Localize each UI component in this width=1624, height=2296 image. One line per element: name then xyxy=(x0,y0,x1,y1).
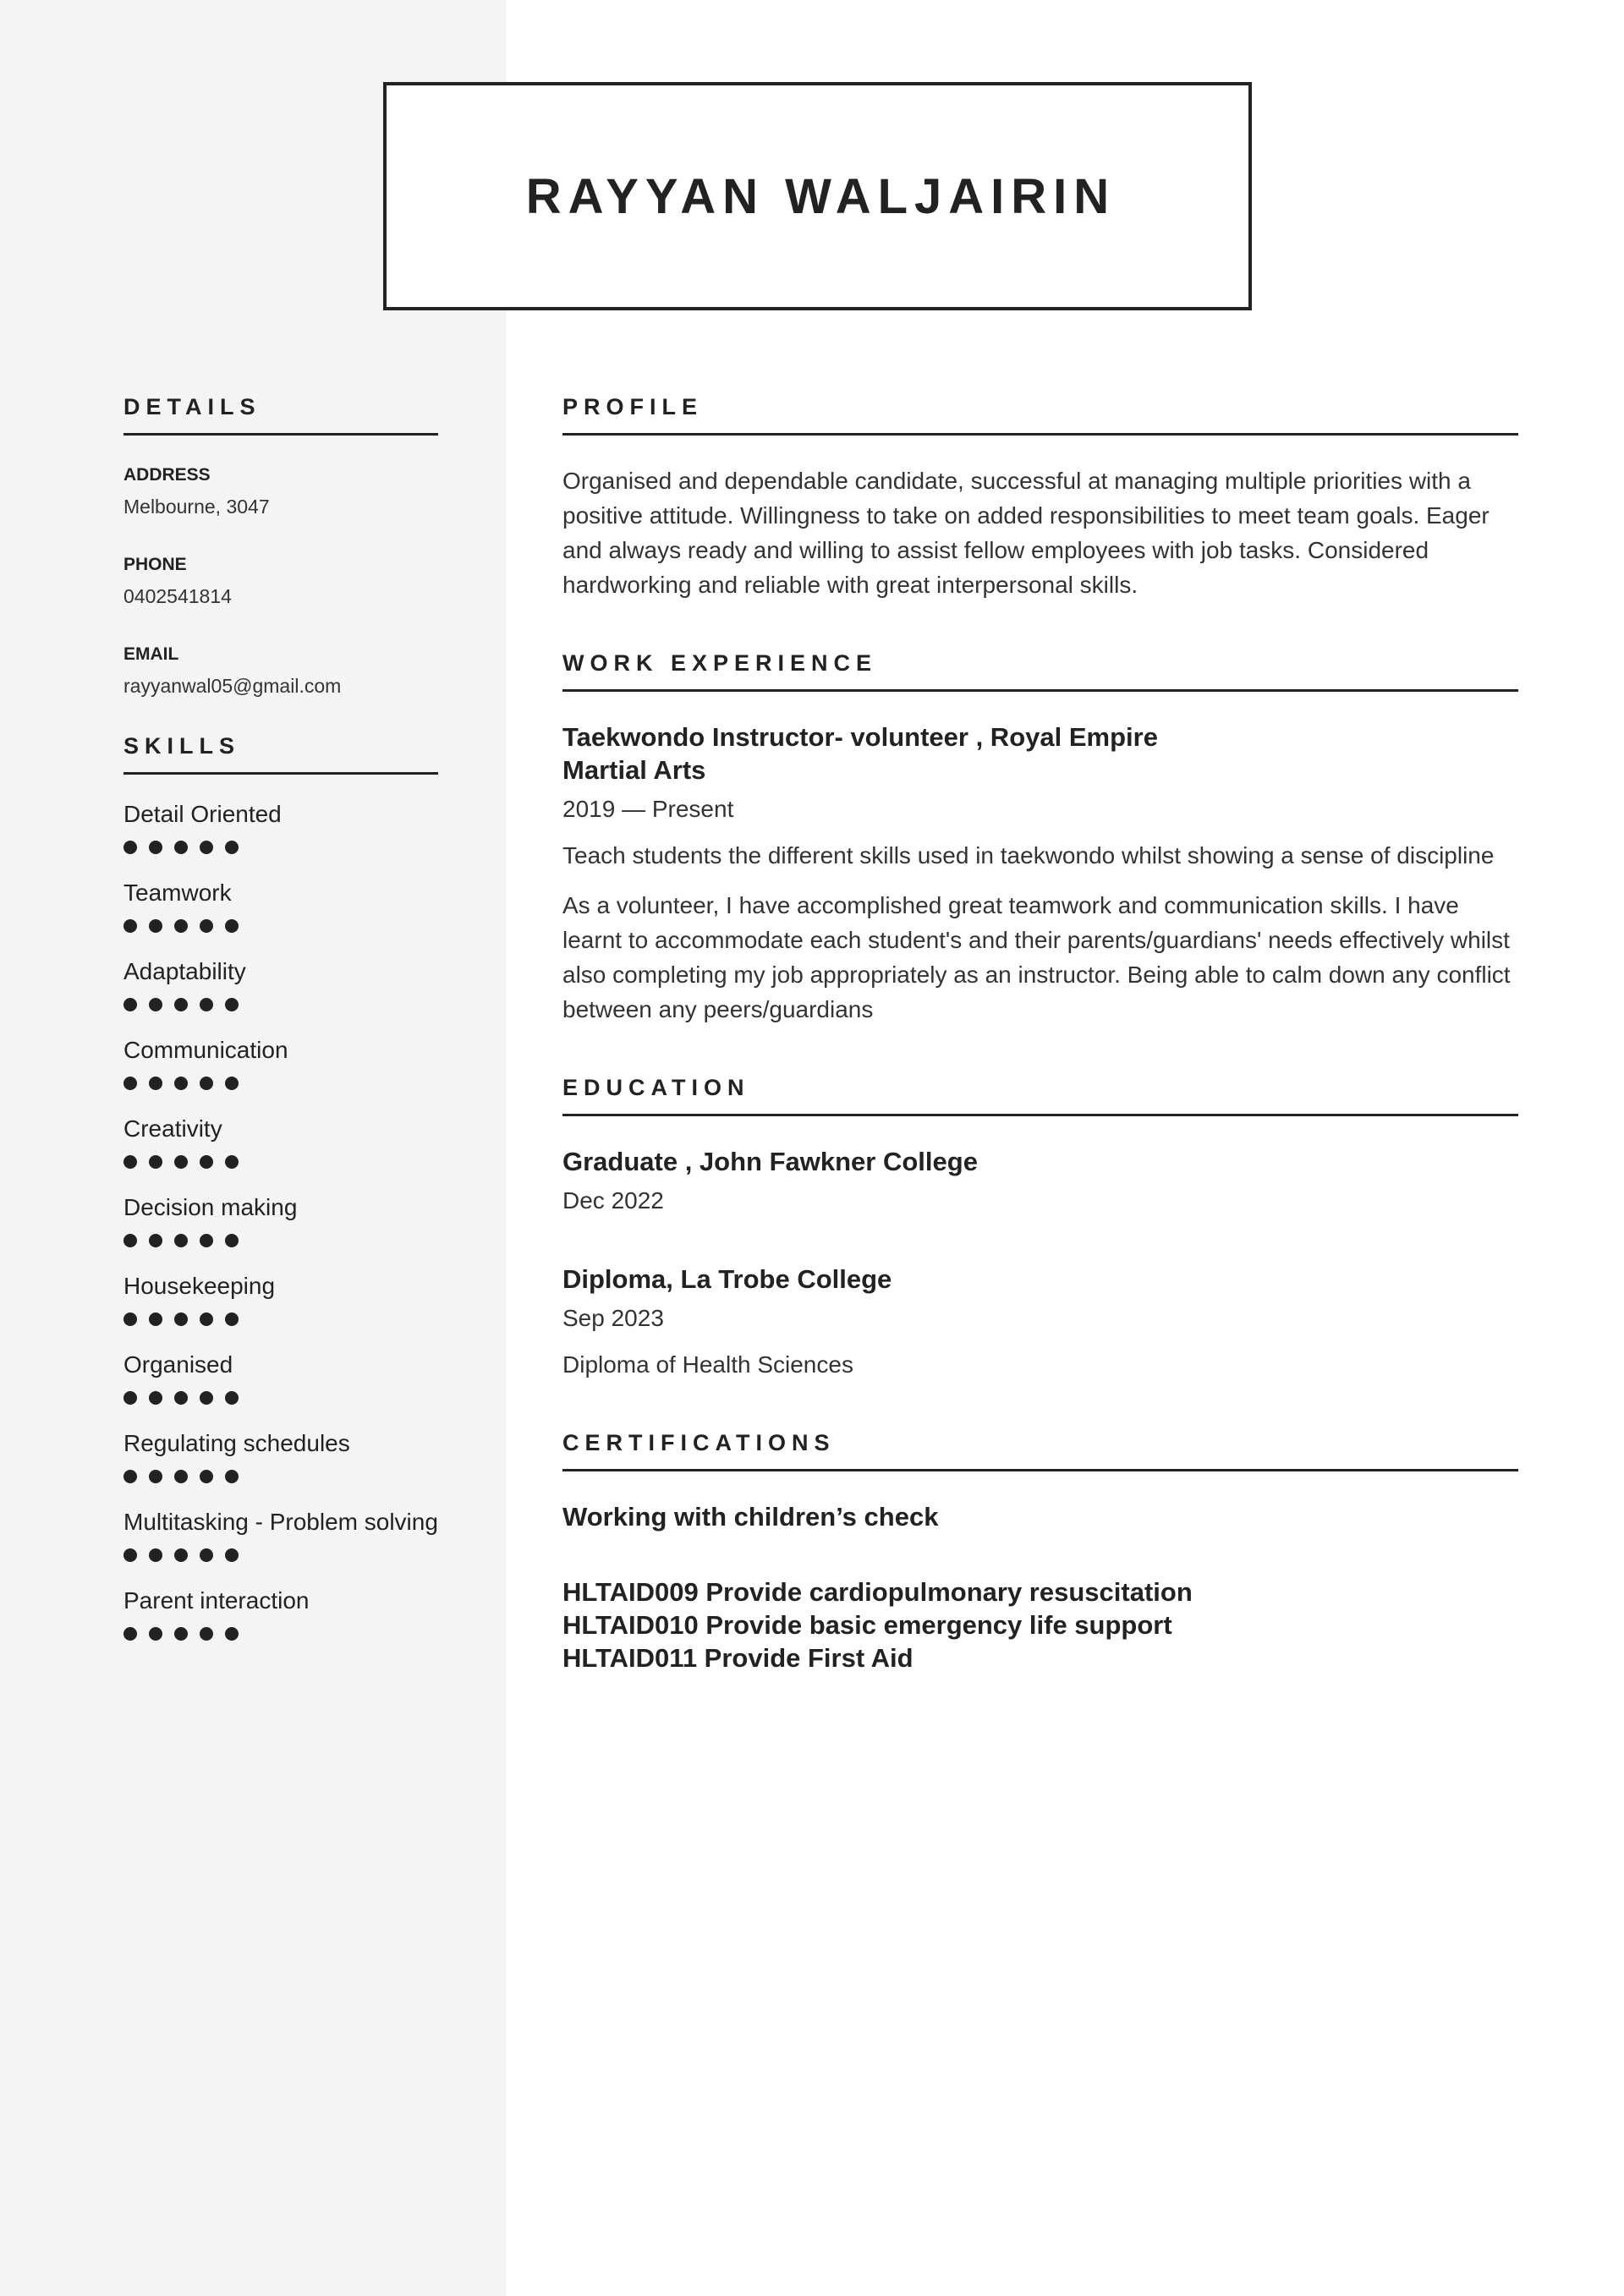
left-column xyxy=(123,394,438,1665)
skill-level-dots xyxy=(123,1312,438,1326)
skill-level-dot xyxy=(174,1548,188,1562)
skill-level-dot xyxy=(225,1391,239,1405)
detail-value: rayyanwal05@gmail.com xyxy=(123,675,342,697)
certification-item: HLTAID010 Provide basic emergency life support xyxy=(562,1610,1172,1640)
skill-level-dots xyxy=(123,1470,438,1483)
skill-item xyxy=(123,1193,438,1247)
job-entry xyxy=(562,721,1518,1027)
skill-level-dot xyxy=(225,1077,239,1090)
skill-level-dots xyxy=(123,1548,438,1562)
skill-name: Housekeeping xyxy=(123,1273,276,1299)
skill-item xyxy=(123,1115,438,1169)
skill-level-dot xyxy=(149,1155,162,1169)
skill-level-dot xyxy=(225,841,239,854)
skill-level-dot xyxy=(225,1627,239,1641)
skill-item xyxy=(123,1508,438,1562)
skill-level-dot xyxy=(149,1234,162,1247)
job-dates: 2019 — Present xyxy=(562,796,734,822)
skill-level-dot xyxy=(123,841,137,854)
profile-heading: PROFILE xyxy=(562,394,1518,436)
skill-level-dots xyxy=(123,1627,438,1641)
skill-level-dot xyxy=(174,1234,188,1247)
skill-level-dot xyxy=(123,1234,137,1247)
certification-item: HLTAID011 Provide First Aid xyxy=(562,1643,914,1673)
skill-level-dot xyxy=(123,998,137,1011)
skill-level-dot xyxy=(225,1548,239,1562)
skill-level-dot xyxy=(149,1470,162,1483)
skill-level-dot xyxy=(123,1548,137,1562)
skill-level-dot xyxy=(123,1312,137,1326)
profile-section xyxy=(562,394,1518,602)
skill-name: Multitasking - Problem solving xyxy=(123,1509,438,1535)
candidate-name: RAYYAN WALJAIRIN xyxy=(525,168,1116,224)
skill-name: Organised xyxy=(123,1351,233,1378)
skill-level-dot xyxy=(200,841,213,854)
skill-level-dot xyxy=(149,1548,162,1562)
skills-section xyxy=(123,733,438,1641)
detail-email xyxy=(123,644,438,699)
job-title: Taekwondo Instructor- volunteer , Royal Empire Martial Arts xyxy=(562,722,1158,785)
skill-level-dot xyxy=(123,919,137,933)
skill-level-dot xyxy=(225,1470,239,1483)
skill-level-dot xyxy=(225,919,239,933)
skill-level-dot xyxy=(123,1470,137,1483)
work-experience-section xyxy=(562,650,1518,1027)
skill-level-dot xyxy=(174,919,188,933)
detail-value: Melbourne, 3047 xyxy=(123,496,270,518)
skill-level-dot xyxy=(200,1627,213,1641)
education-date: Sep 2023 xyxy=(562,1305,664,1331)
skill-name: Decision making xyxy=(123,1194,298,1220)
skill-name: Detail Oriented xyxy=(123,801,282,827)
skill-level-dots xyxy=(123,998,438,1011)
skill-level-dot xyxy=(200,1548,213,1562)
skill-name: Parent interaction xyxy=(123,1587,310,1614)
skill-item xyxy=(123,1351,438,1405)
skill-level-dots xyxy=(123,1155,438,1169)
education-date: Dec 2022 xyxy=(562,1187,664,1214)
certifications-section xyxy=(562,1430,1518,1674)
details-heading: DETAILS xyxy=(123,394,438,436)
skill-item xyxy=(123,879,438,933)
skill-level-dot xyxy=(200,1234,213,1247)
skill-level-dots xyxy=(123,919,438,933)
skill-level-dot xyxy=(174,1470,188,1483)
skill-level-dot xyxy=(174,1391,188,1405)
skill-level-dot xyxy=(123,1155,137,1169)
skill-level-dots xyxy=(123,841,438,854)
skill-level-dot xyxy=(225,1234,239,1247)
skill-item xyxy=(123,1429,438,1483)
education-title: Graduate , John Fawkner College xyxy=(562,1147,978,1176)
skill-name: Regulating schedules xyxy=(123,1430,350,1456)
skill-name: Communication xyxy=(123,1037,288,1063)
detail-phone xyxy=(123,554,438,609)
education-entry xyxy=(562,1145,1518,1215)
work-experience-heading: WORK EXPERIENCE xyxy=(562,650,1518,692)
skill-level-dots xyxy=(123,1077,438,1090)
skill-level-dot xyxy=(149,1312,162,1326)
skill-level-dot xyxy=(200,1077,213,1090)
profile-text: Organised and dependable candidate, successful at managing multiple priorities with a positive attitude. Willingness to take on added responsibilities to meet team goals. Eager and always ready and willing to assist fellow employees with job tasks. Considered hardworking and reliable with great interpersonal skills. xyxy=(562,468,1490,598)
certification-item: HLTAID009 Provide cardiopulmonary resuscitation xyxy=(562,1577,1193,1607)
skill-level-dot xyxy=(149,1391,162,1405)
certification-item: Working with children’s check xyxy=(562,1502,939,1532)
skill-level-dot xyxy=(174,1077,188,1090)
skill-level-dot xyxy=(123,1077,137,1090)
skill-level-dot xyxy=(174,998,188,1011)
skill-level-dot xyxy=(149,841,162,854)
certifications-heading: CERTIFICATIONS xyxy=(562,1430,1518,1471)
job-description: Teach students the different skills used in taekwondo whilst showing a sense of discipline xyxy=(562,842,1495,869)
education-title: Diploma, La Trobe College xyxy=(562,1264,892,1294)
skill-level-dot xyxy=(174,841,188,854)
skill-name: Adaptability xyxy=(123,958,246,984)
skill-level-dot xyxy=(200,1470,213,1483)
details-list xyxy=(123,464,438,699)
skill-item xyxy=(123,800,438,854)
skill-level-dot xyxy=(123,1627,137,1641)
skills-list xyxy=(123,800,438,1641)
skill-level-dot xyxy=(200,1391,213,1405)
education-heading: EDUCATION xyxy=(562,1075,1518,1116)
skill-item xyxy=(123,1272,438,1326)
skill-name: Teamwork xyxy=(123,879,232,906)
job-description: As a volunteer, I have accomplished great teamwork and communication skills. I have learnt to accommodate each student's and their parents/guardians' needs effectively whilst also completing my job appropriately as an instructor. Being able to calm down any conflict between any peers/guardians xyxy=(562,892,1511,1022)
right-column xyxy=(562,394,1518,1723)
certifications-list xyxy=(562,1500,1518,1674)
skill-item xyxy=(123,957,438,1011)
skill-level-dot xyxy=(200,1155,213,1169)
skill-item xyxy=(123,1586,438,1641)
education-section xyxy=(562,1075,1518,1382)
skills-heading: SKILLS xyxy=(123,733,438,775)
skill-level-dot xyxy=(225,1155,239,1169)
skill-level-dot xyxy=(149,919,162,933)
skill-level-dot xyxy=(174,1155,188,1169)
skill-name: Creativity xyxy=(123,1115,222,1142)
detail-label: ADDRESS xyxy=(123,465,211,485)
skill-level-dot xyxy=(225,998,239,1011)
skill-level-dot xyxy=(200,998,213,1011)
skill-level-dots xyxy=(123,1234,438,1247)
detail-value: 0402541814 xyxy=(123,585,232,607)
skill-level-dot xyxy=(149,998,162,1011)
skill-level-dot xyxy=(200,1312,213,1326)
skill-level-dots xyxy=(123,1391,438,1405)
skill-level-dot xyxy=(174,1627,188,1641)
skill-level-dot xyxy=(149,1627,162,1641)
skill-level-dot xyxy=(200,919,213,933)
skill-level-dot xyxy=(225,1312,239,1326)
education-entry xyxy=(562,1263,1518,1382)
detail-address xyxy=(123,464,438,519)
education-description: Diploma of Health Sciences xyxy=(562,1351,853,1378)
skill-level-dot xyxy=(123,1391,137,1405)
detail-label: EMAIL xyxy=(123,644,179,664)
name-header-box xyxy=(383,82,1252,310)
detail-label: PHONE xyxy=(123,555,187,574)
skill-level-dot xyxy=(174,1312,188,1326)
skill-item xyxy=(123,1036,438,1090)
skill-level-dot xyxy=(149,1077,162,1090)
